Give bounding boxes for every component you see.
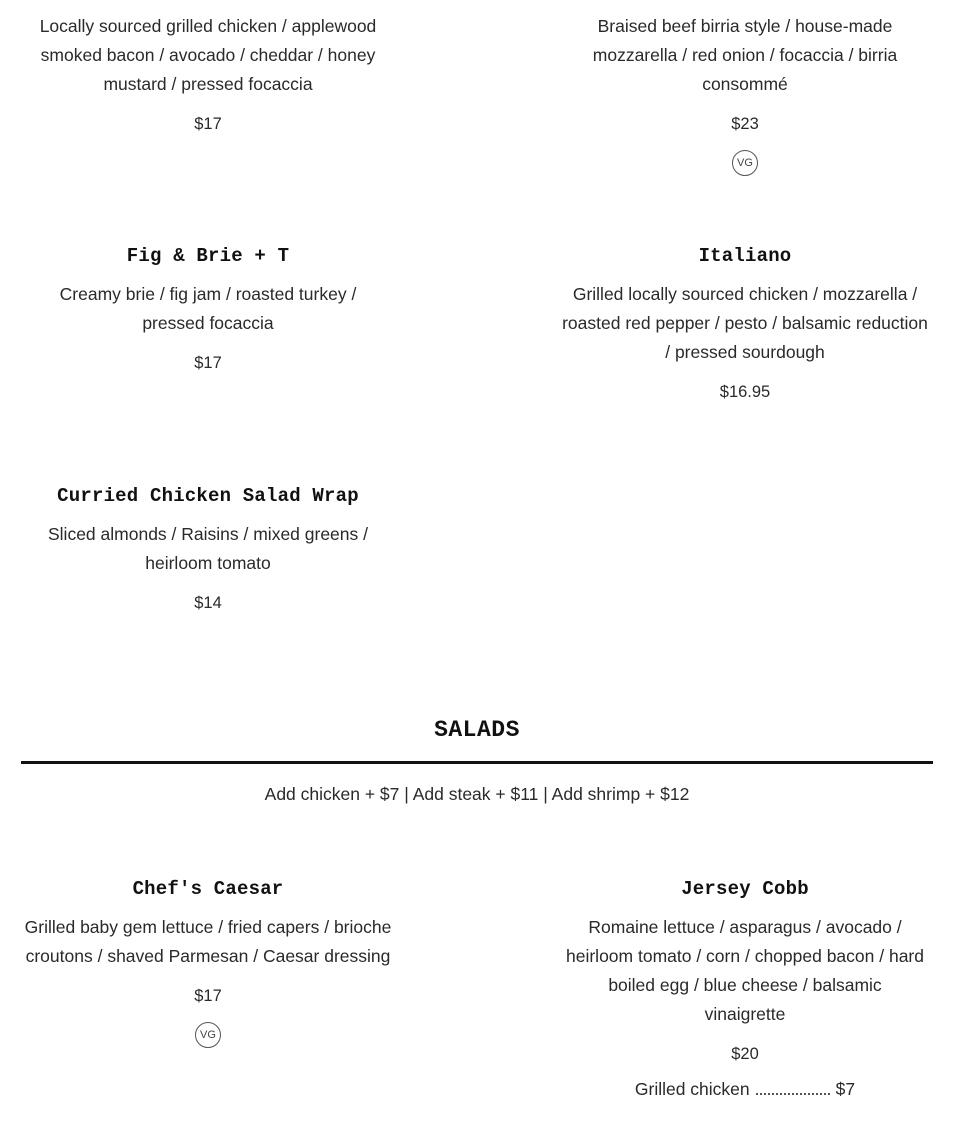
section-divider: [21, 761, 933, 764]
item-title: Chef's Caesar: [132, 878, 284, 900]
menu-item-chicken-sandwich: [20, 12, 396, 134]
item-description: Romaine lettuce / asparagus / avocado / heirloom tomato / corn / chopped bacon / hard boiled egg / blue cheese / balsamic vinaigrette: [566, 917, 924, 1024]
vg-badge-icon: VG: [732, 150, 758, 176]
menu-item-jersey-cobb: [566, 877, 924, 1100]
salad-addons-line: Add chicken + $7 | Add steak + $11 | Add shrimp + $12: [264, 784, 690, 804]
dot-leader: [756, 1081, 830, 1095]
addon-price: $7: [835, 1079, 856, 1099]
item-description: Braised beef birria style / house-made mozzarella / red onion / focaccia / birria consommé: [592, 16, 898, 94]
item-price: $17: [194, 115, 222, 133]
item-description: Locally sourced grilled chicken / applewood smoked bacon / avocado / cheddar / honey mustard / pressed focaccia: [39, 16, 377, 94]
addon-label: Grilled chicken: [634, 1079, 750, 1099]
item-title: Jersey Cobb: [681, 878, 809, 900]
item-price: $16.95: [719, 383, 771, 401]
addon-row: [566, 1078, 924, 1100]
item-description: Creamy brie / fig jam / roasted turkey / pressed focaccia: [59, 284, 357, 333]
item-price: $23: [731, 115, 759, 133]
menu-item-birria-sandwich: [566, 12, 924, 176]
item-title: Fig & Brie + T: [126, 245, 290, 267]
item-title: Italiano: [698, 245, 792, 267]
item-price: $20: [731, 1045, 759, 1063]
vg-badge-icon: VG: [195, 1022, 221, 1048]
item-price: $14: [194, 594, 222, 612]
menu-item-chefs-caesar: [20, 877, 396, 1048]
menu-item-italiano: [560, 244, 930, 402]
item-description: Sliced almonds / Raisins / mixed greens / heirloom tomato: [48, 524, 368, 573]
section-title-salads: SALADS: [434, 717, 520, 743]
item-description: Grilled baby gem lettuce / fried capers / brioche croutons / shaved Parmesan / Caesar dressing: [24, 917, 392, 966]
menu-item-fig-brie: [40, 244, 376, 373]
item-price: $17: [194, 987, 222, 1005]
item-price: $17: [194, 354, 222, 372]
menu-item-curried-chicken-wrap: [30, 484, 386, 613]
item-description: Grilled locally sourced chicken / mozzarella / roasted red pepper / pesto / balsamic reduction / pressed sourdough: [562, 284, 928, 362]
item-title: Curried Chicken Salad Wrap: [57, 485, 359, 507]
